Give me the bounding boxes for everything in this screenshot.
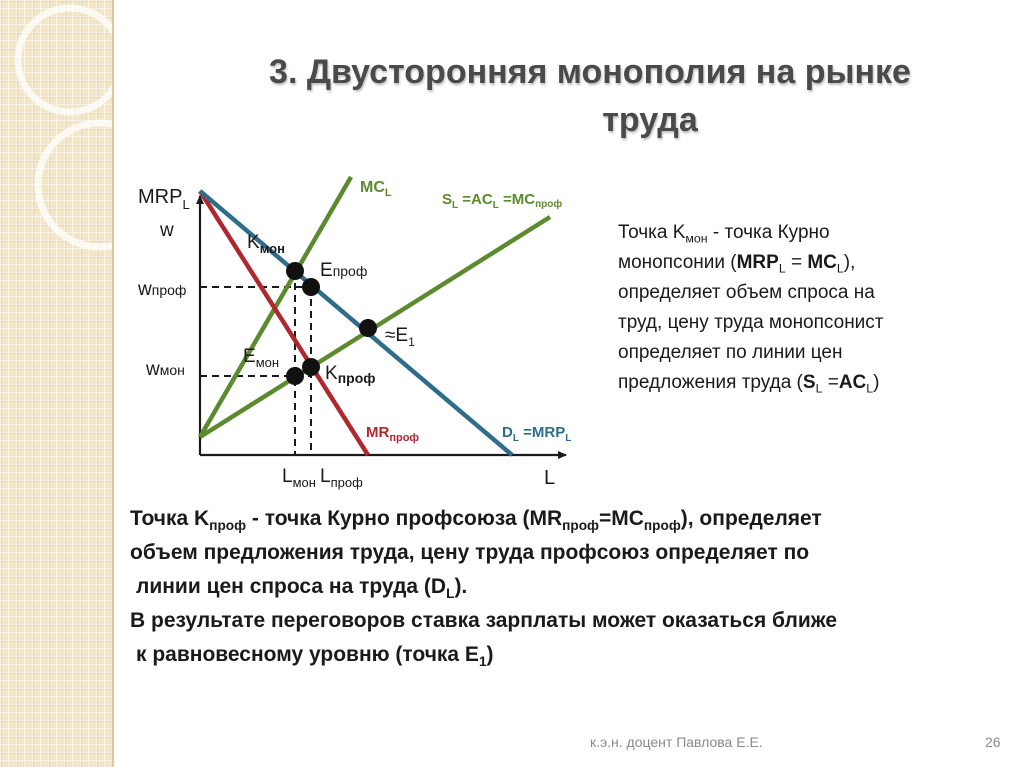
explanation-line: определяет по линии цен [618, 342, 843, 363]
explanation-line: определяет объем спроса на [618, 282, 875, 303]
union-line: Точка $K_{проф}$ - точка Курно профсоюза $(MR_{проф}=MC_{проф})$, определяет [130, 507, 822, 533]
footer-author: к.э.н. доцент Павлова Е.Е. [590, 734, 763, 750]
title-line-2: труда [602, 101, 698, 139]
demand-curve [200, 191, 512, 455]
mc-label: $MC_L$ [360, 179, 392, 199]
k-mon-label: $K_{мон}$ [247, 232, 285, 256]
explanation-line: труд, цену труда монопсонист [618, 312, 884, 333]
monopsony-explanation [618, 218, 998, 398]
point-k-prof [302, 358, 320, 376]
l-prof-label: $L_{проф}$ [320, 466, 363, 490]
y-axis-label-w: w [160, 220, 174, 241]
supply-label: $S_L =AC_L =MC_{проф}$ [442, 191, 563, 211]
union-explanation [130, 502, 1010, 672]
e-mon-label: $E_{мон}$ [243, 346, 280, 370]
title-line-1: 3. Двусторонняя монополия на рынке [269, 53, 911, 91]
page-number: 26 [985, 734, 1001, 750]
k-prof-label: $K_{проф}$ [325, 363, 376, 386]
y-axis-label: $MRP_L$ [138, 186, 190, 212]
union-line: В результате переговоров ставка зарплаты может оказаться ближе [130, 609, 838, 632]
e1-label: $\approx E_1$ [385, 325, 415, 349]
mr-curve [200, 191, 368, 455]
e-prof-label: Eпроф [320, 260, 368, 281]
explanation-line: монопсонии $(MRP_L = MC_L)$, [618, 252, 856, 276]
mr-label: $MR_{проф}$ [366, 424, 420, 444]
union-line: объем предложения труда, цену труда профсоюз определяет по [130, 541, 810, 564]
x-axis-label: L [544, 467, 556, 489]
demand-label: $D_L =MRP_L$ [502, 424, 572, 444]
point-e-prof [302, 278, 320, 296]
explanation-line: Точка $K_{мон}$ - точка Курно [618, 222, 830, 246]
explanation-line: предложения труда $(S_L =AC_L)$ [618, 372, 880, 396]
point-e1 [359, 319, 377, 337]
point-e-mon [286, 367, 304, 385]
w-prof-label: wпроф [138, 279, 187, 300]
l-mon-label: $L_{мон}$ [282, 466, 316, 490]
point-k-mon [286, 262, 304, 280]
w-mon-label: wмон [146, 359, 185, 380]
union-line: к равновесному уровню (точка $E_1$) [136, 643, 494, 669]
union-line: линии цен спроса на труда $(D_L)$. [136, 575, 468, 601]
